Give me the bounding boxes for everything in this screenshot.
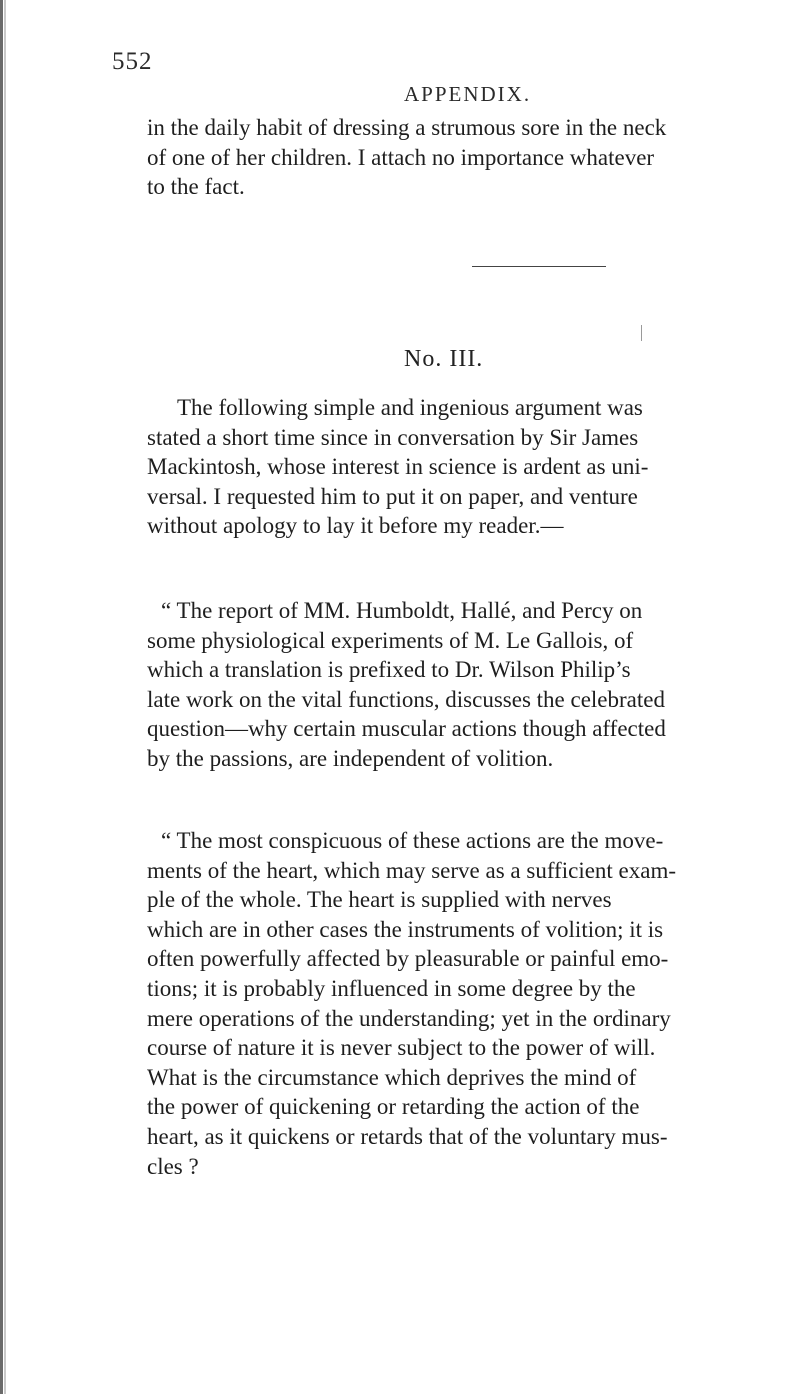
paragraph-line: stated a short time since in conversation by Sir James xyxy=(147,424,639,450)
paragraph-line: often powerfully affected by pleasurable or painful emo- xyxy=(147,946,669,972)
page-number: 552 xyxy=(112,48,153,75)
paragraph-line: What is the circumstance which deprives the mind of xyxy=(147,1064,637,1090)
intro-paragraph xyxy=(147,393,747,541)
paragraph-line: ple of the whole. The heart is supplied with nerves xyxy=(147,887,612,913)
quote-paragraph-1 xyxy=(147,596,747,774)
paragraph-line: course of nature it is never subject to the power of will. xyxy=(147,1035,656,1061)
paragraph-line: mere operations of the understanding; yet in the ordinary xyxy=(147,1005,671,1031)
paragraph-line: in the daily habit of dressing a strumous sore in the neck xyxy=(147,115,667,140)
paragraph-line: some physiological experiments of M. Le Gallois, of xyxy=(147,627,634,653)
paragraph-line: question—why certain muscular actions though affected xyxy=(147,716,666,742)
running-head: APPENDIX. xyxy=(404,82,532,106)
paragraph-line: Mackintosh, whose interest in science is ardent as uni- xyxy=(147,454,649,480)
paragraph-line: “ The most conspicuous of these actions are the move- xyxy=(161,828,664,853)
paragraph-line: by the passions, are independent of volition. xyxy=(147,745,554,771)
paragraph-line: tions; it is probably influenced in some degree by the xyxy=(147,975,636,1001)
paragraph-line: without apology to lay it before my reader.— xyxy=(147,513,564,539)
paragraph-line: versal. I requested him to put it on paper, and venture xyxy=(147,483,638,509)
section-divider xyxy=(472,266,606,267)
paragraph-line: “ The report of MM. Humboldt, Hallé, and Percy on xyxy=(161,598,643,623)
binding-edge xyxy=(0,0,3,1394)
pencil-mark xyxy=(641,325,642,341)
paragraph-line: the power of quickening or retarding the action of the xyxy=(147,1094,640,1120)
section-heading: No. III. xyxy=(404,346,484,372)
paragraph-line: cles ? xyxy=(147,1153,199,1179)
quote-paragraph-2 xyxy=(147,826,747,1181)
paragraph-line: of one of her children. I attach no importance whatever xyxy=(147,144,655,170)
paragraph-line: heart, as it quickens or retards that of the voluntary mus- xyxy=(147,1123,668,1149)
paragraph-line: to the fact. xyxy=(147,174,245,200)
paragraph-line: which a translation is prefixed to Dr. Wilson Philip’s xyxy=(147,657,631,683)
binding-shadow xyxy=(4,0,6,1394)
paragraph-line: which are in other cases the instruments of volition; it is xyxy=(147,916,664,942)
opening-paragraph xyxy=(147,113,707,202)
paragraph-line: late work on the vital functions, discusses the celebrated xyxy=(147,686,665,712)
paragraph-line: ments of the heart, which may serve as a sufficient exam- xyxy=(147,857,677,883)
paragraph-line: The following simple and ingenious argument was xyxy=(177,395,643,420)
